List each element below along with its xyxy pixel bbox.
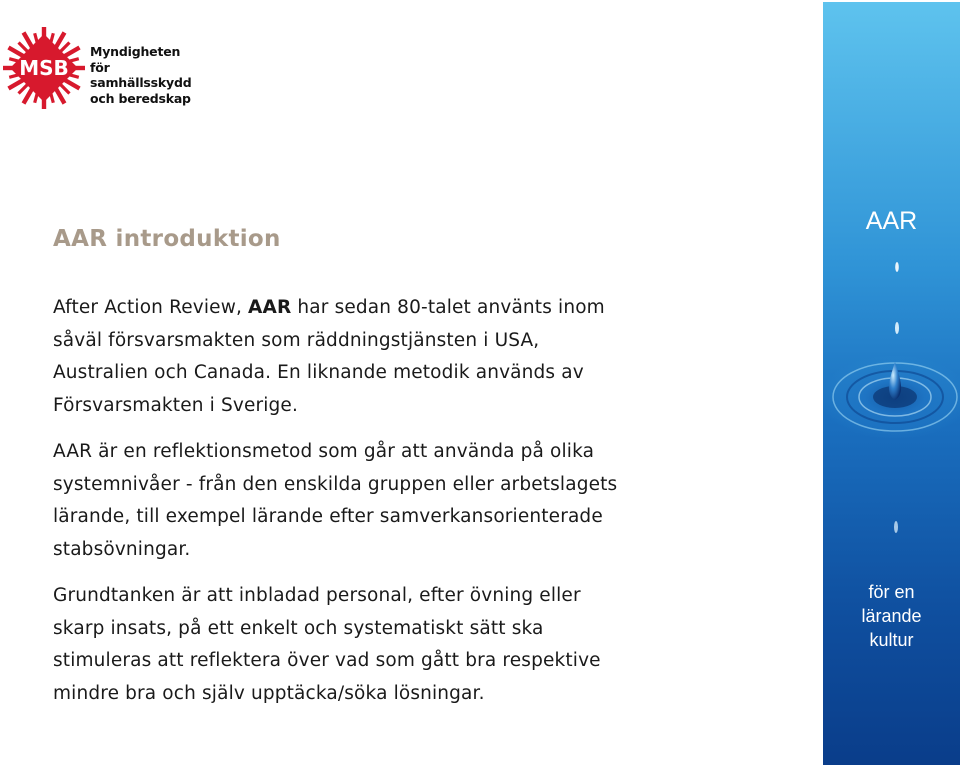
paragraph-line: stimuleras att reflektera över vad som gått bra respektive: [53, 650, 601, 671]
paragraph-line: systemnivåer - från den enskilda gruppen eller arbetslagets: [53, 473, 618, 495]
tagline-line-1: för en: [868, 582, 915, 602]
logo-wordmark: [90, 44, 202, 106]
paragraph-line: AAR är en reflektionsmetod som går att använda på olika: [53, 441, 595, 462]
paragraph-history: [53, 292, 753, 422]
svg-text:MSB: MSB: [19, 56, 69, 80]
page-title: AAR introduktion: [53, 226, 281, 252]
paragraph-line: lärande, till exempel lärande efter samverkansorienterade: [53, 506, 603, 527]
paragraph-line: Australien och Canada. En liknande metodik används av: [53, 362, 584, 383]
logo-line-2: samhällsskydd: [90, 75, 192, 90]
tagline-line-2: lärande: [861, 606, 922, 626]
side-panel-title: AAR: [865, 207, 918, 235]
paragraph-principle: [53, 580, 753, 710]
paragraph-line: stabsövningar.: [53, 538, 191, 560]
logo-line-3: och beredskap: [90, 90, 191, 106]
paragraph-line: skarp insats, på ett enkelt och systematiskt sätt ska: [53, 617, 544, 639]
paragraph-line: [53, 292, 753, 325]
paragraph-line: Grundtanken är att inbladad personal, efter övning eller: [53, 585, 581, 606]
msb-logo: [2, 26, 202, 116]
paragraph-line: såväl försvarsmakten som räddningstjänsten i USA,: [53, 329, 540, 351]
line-text: After Action Review,: [53, 297, 249, 318]
side-panel-tagline: [823, 580, 960, 652]
line-text: har sedan 80-talet använts inom: [291, 297, 605, 318]
logo-line-1: Myndigheten för: [90, 44, 181, 75]
paragraph-line: mindre bra och själv upptäcka/söka lösningar.: [53, 682, 485, 704]
side-panel: [823, 2, 960, 765]
msb-logo-mark: [2, 26, 86, 110]
paragraph-method: [53, 436, 753, 566]
aar-emphasis: AAR: [248, 297, 292, 318]
paragraph-line: Försvarsmakten i Sverige.: [53, 394, 298, 416]
tagline-line-3: kultur: [869, 630, 914, 650]
